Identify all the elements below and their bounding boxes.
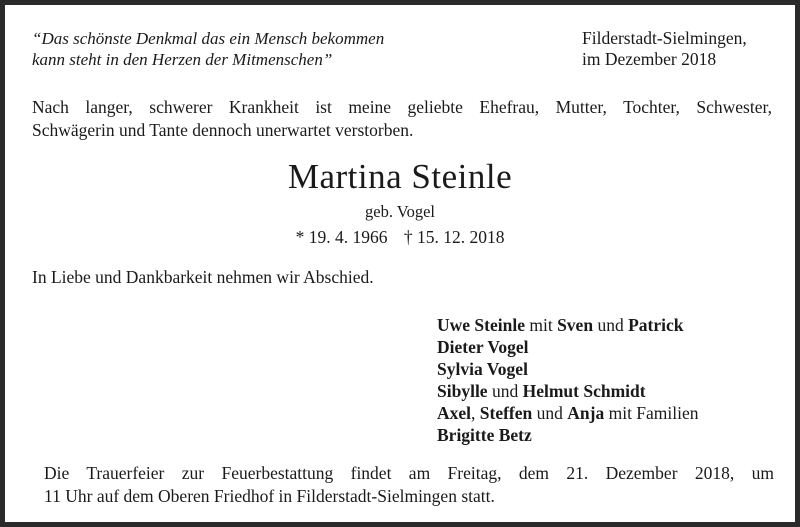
mourner-line (437, 402, 699, 424)
mourner-name: Helmut Schmidt (522, 381, 646, 401)
farewell-text: In Liebe und Dankbarkeit nehmen wir Abschied. (32, 267, 374, 287)
place-date (582, 28, 747, 70)
service-info (44, 462, 774, 507)
quote-line: “Das schönste Denkmal das ein Mensch bekommen (32, 29, 385, 48)
service-line: Die Trauerfeier zur Feuerbestattung findet am Freitag, dem 21. Dezember 2018, um (44, 463, 774, 483)
birth-date: * 19. 4. 1966 (295, 227, 388, 247)
mourner-line (437, 424, 699, 446)
mourner-connector: und (532, 403, 568, 423)
mourners-list (437, 314, 699, 446)
intro-text (32, 96, 772, 142)
mourner-name: Patrick (628, 315, 684, 335)
death-date: † 15. 12. 2018 (403, 227, 505, 247)
mourner-name: Sven (557, 315, 594, 335)
mourner-name: Sylvia Vogel (437, 359, 528, 379)
mourner-name: Axel (437, 403, 472, 423)
mourner-connector: und (487, 381, 523, 401)
mourner-connector: mit (524, 315, 558, 335)
deceased-name: Martina Steinle (287, 157, 513, 196)
mourner-name: Steffen (479, 403, 533, 423)
mourner-name: Dieter Vogel (437, 337, 529, 357)
place: Filderstadt-Sielmingen, (582, 28, 747, 48)
maiden-name: geb. Vogel (365, 202, 435, 221)
life-dates (5, 227, 795, 248)
mourner-name: Brigitte Betz (437, 425, 532, 445)
mourner-connector: und (593, 315, 629, 335)
quote (32, 28, 384, 70)
mourner-line (437, 358, 699, 380)
date: im Dezember 2018 (582, 49, 717, 69)
mourner-line (437, 314, 699, 336)
intro-line: Schwägerin und Tante dennoch unerwartet verstorben. (32, 120, 414, 140)
service-line: 11 Uhr auf dem Oberen Friedhof in Filderstadt-Sielmingen statt. (44, 485, 495, 506)
mourner-line (437, 380, 699, 402)
mourner-name: Anja (567, 403, 605, 423)
mourner-connector: , (471, 403, 480, 423)
mourner-name: Sibylle (437, 381, 488, 401)
mourner-line (437, 336, 699, 358)
mourner-name: Uwe Steinle (437, 315, 525, 335)
mourner-connector: mit Familien (604, 403, 699, 423)
quote-line: kann steht in den Herzen der Mitmenschen” (32, 50, 333, 69)
intro-line: Nach langer, schwerer Krankheit ist meine geliebte Ehefrau, Mutter, Tochter, Schwester, (32, 97, 772, 117)
